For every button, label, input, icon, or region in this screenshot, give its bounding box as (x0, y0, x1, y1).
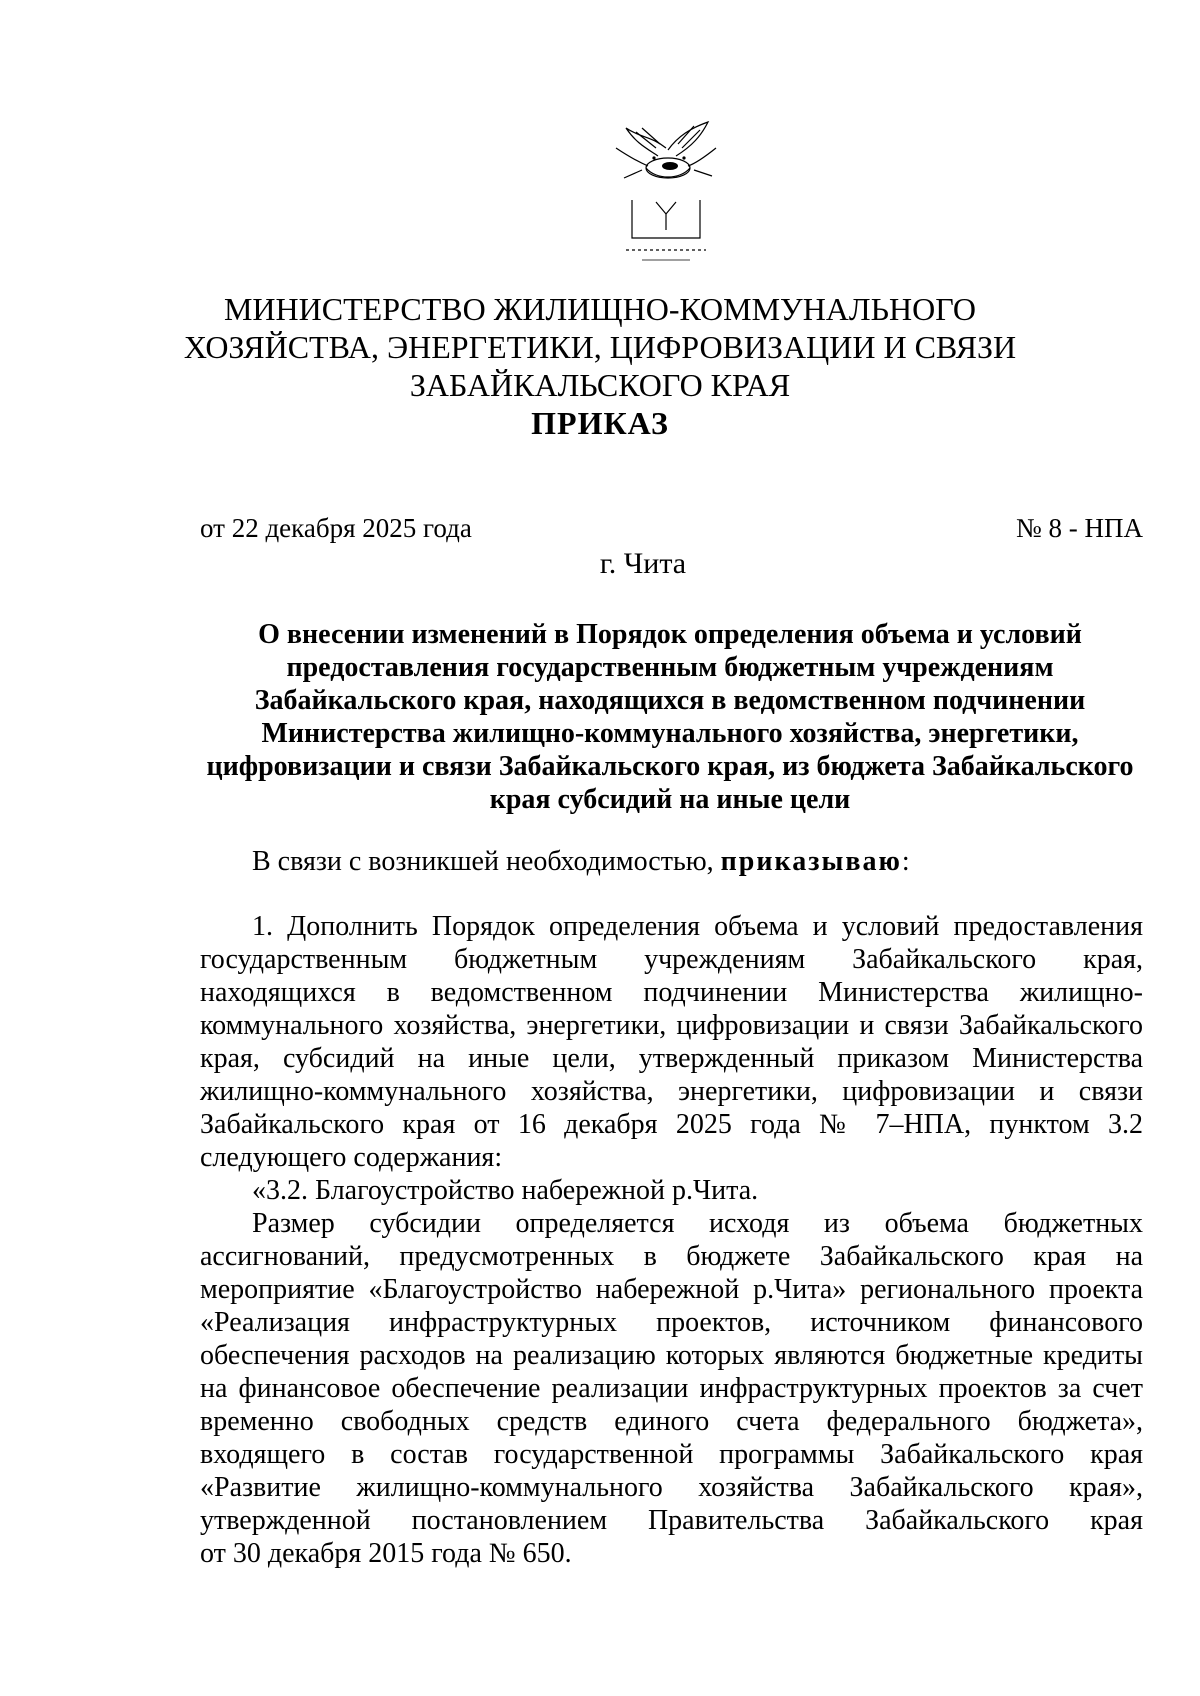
paragraph-line: края, субсидий на иные цели, утвержденный приказом Министерства (200, 1043, 1143, 1074)
paragraph-line: «Реализация инфраструктурных проектов, источником финансового (200, 1307, 1143, 1338)
subject-line: О внесении изменений в Порядок определения объема и условий (258, 619, 1082, 650)
subject-line: предоставления государственным бюджетным учреждениям (286, 652, 1054, 683)
coat-of-arms-emblem-icon (596, 118, 736, 268)
paragraph-line: коммунального хозяйства, энергетики, цифровизации и связи Забайкальского (200, 1010, 1143, 1041)
paragraph-line: жилищно-коммунального хозяйства, энергетики, цифровизации и связи (200, 1076, 1143, 1107)
clause-title: «3.2. Благоустройство набережной р.Чита. (252, 1175, 759, 1206)
order-city: г. Чита (599, 547, 687, 580)
subject-line: Министерства жилищно-коммунального хозяйства, энергетики, (261, 718, 1079, 749)
paragraph-line: «Развитие жилищно-коммунального хозяйства Забайкальского края», (200, 1472, 1143, 1503)
paragraph-line: обеспечения расходов на реализацию которых являются бюджетные кредиты (200, 1340, 1143, 1371)
paragraph-line: следующего содержания: (200, 1142, 503, 1173)
paragraph-line: мероприятие «Благоустройство набережной р.Чита» регионального проекта (200, 1274, 1143, 1305)
paragraph-line: государственным бюджетным учреждениям Забайкальского края, (200, 944, 1143, 975)
paragraph-line: на финансовое обеспечение реализации инфраструктурных проектов за счет (200, 1373, 1143, 1404)
order-date: от 22 декабря 2025 года (200, 513, 472, 543)
paragraph-line: 1. Дополнить Порядок определения объема и условий предоставления (252, 911, 1143, 942)
subject-line: края субсидий на иные цели (489, 784, 851, 815)
paragraph-line: утвержденной постановлением Правительства Забайкальского края (200, 1505, 1143, 1536)
order-number: № 8 - НПА (1016, 513, 1143, 543)
paragraph-line: Размер субсидии определяется исходя из объема бюджетных (252, 1208, 1143, 1239)
paragraph-line: находящихся в ведомственном подчинении Министерства жилищно- (200, 977, 1143, 1008)
intro-emphasis: приказываю (720, 846, 902, 877)
order-subject (195, 618, 1145, 816)
intro-paragraph (200, 845, 1143, 878)
paragraph-line: входящего в состав государственной программы Забайкальского края (200, 1439, 1143, 1470)
ministry-name (150, 290, 1050, 404)
subject-line: Забайкальского края, находящихся в ведомственном подчинении (254, 685, 1086, 716)
paragraph-1 (200, 910, 1143, 1570)
ministry-line: ХОЗЯЙСТВА, ЭНЕРГЕТИКИ, ЦИФРОВИЗАЦИИ И СВЯЗИ (183, 329, 1017, 365)
ministry-line: ЗАБАЙКАЛЬСКОГО КРАЯ (409, 367, 791, 403)
paragraph-line: временно свободных средств единого счета федерального бюджета», (200, 1406, 1143, 1437)
paragraph-line: от 30 декабря 2015 года № 650. (200, 1538, 572, 1569)
subject-line: цифровизации и связи Забайкальского края, из бюджета Забайкальского (206, 751, 1134, 782)
intro-text: В связи с возникшей необходимостью, (252, 846, 721, 877)
intro-tail: : (901, 846, 910, 877)
paragraph-line: Забайкальского края от 16 декабря 2025 года № 7–НПА, пунктом 3.2 (200, 1109, 1143, 1140)
ministry-line: МИНИСТЕРСТВО ЖИЛИЩНО-КОММУНАЛЬНОГО (223, 291, 977, 327)
document-type-title: ПРИКАЗ (531, 405, 669, 441)
paragraph-line: ассигнований, предусмотренных в бюджете Забайкальского края на (200, 1241, 1143, 1272)
